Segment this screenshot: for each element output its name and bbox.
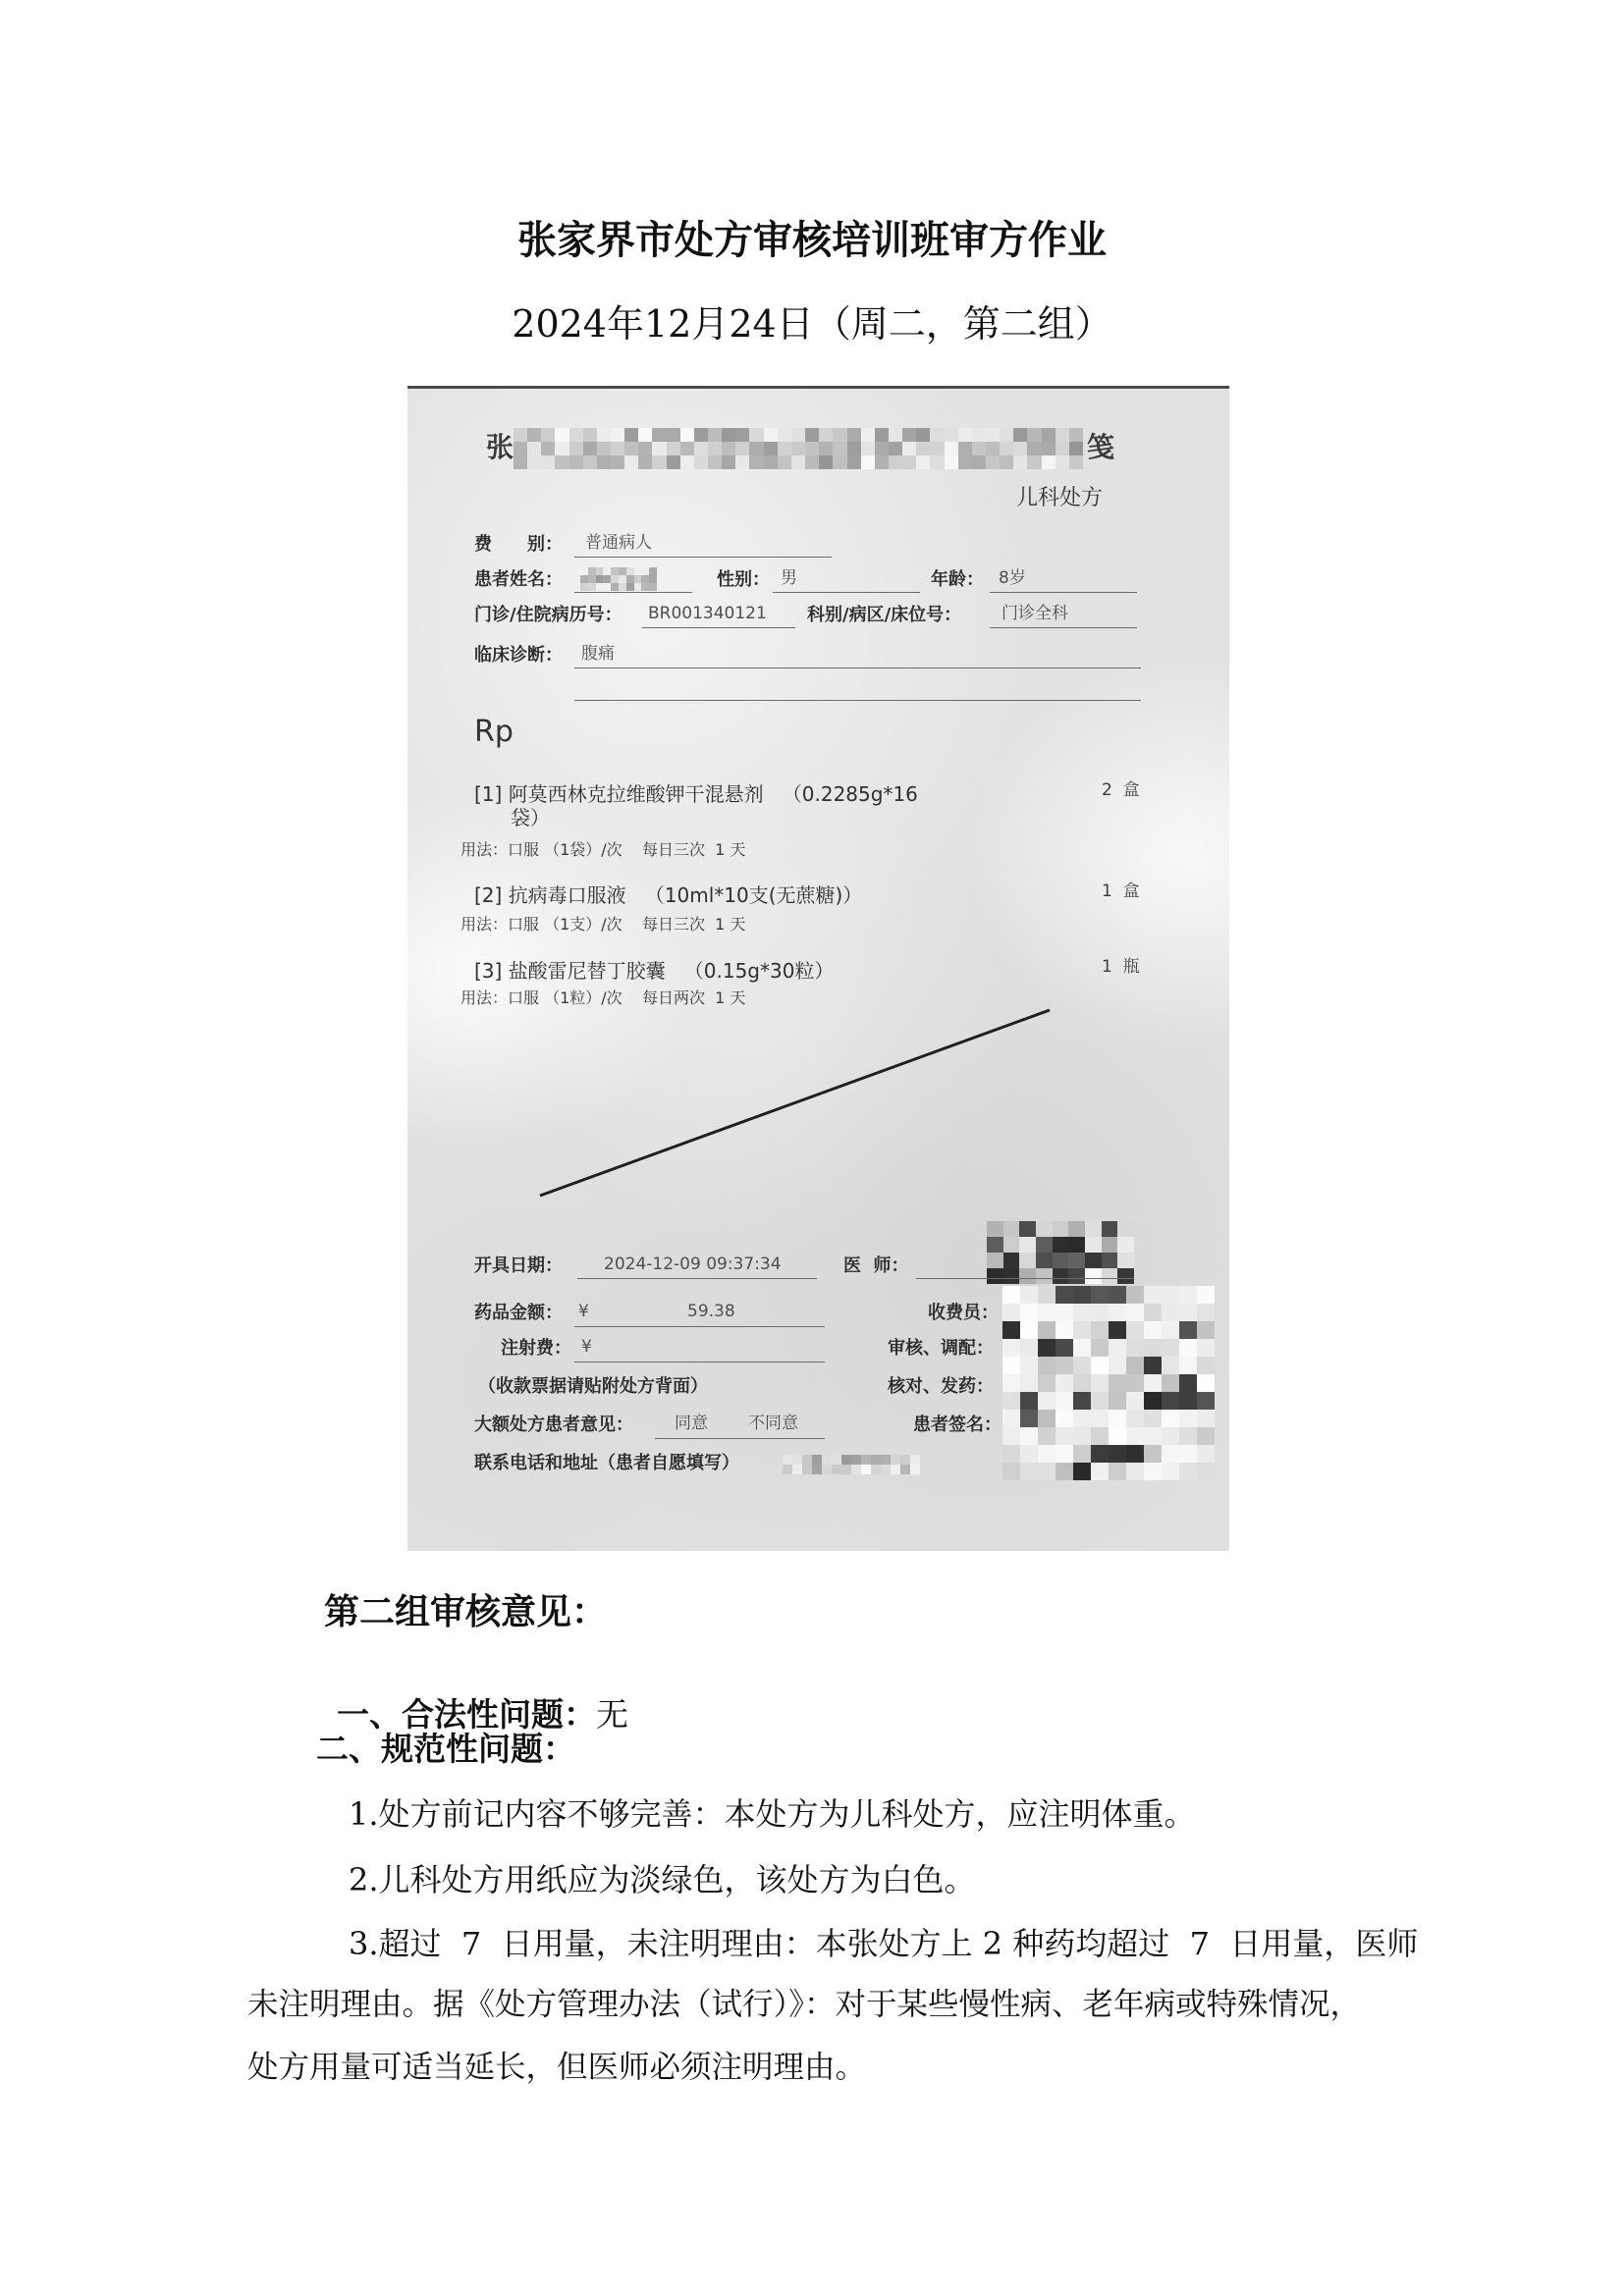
mosaic-cell [1002,1427,1020,1445]
mosaic-cell [1073,1427,1091,1445]
mosaic-cell [1162,1357,1179,1374]
mosaic-cell [1038,1374,1056,1392]
mosaic-cell [1002,1286,1020,1304]
mosaic-cell [1109,1374,1126,1392]
mosaic-cell [1109,1321,1126,1339]
mosaic-cell [1091,1392,1109,1410]
mosaic-cell [1038,1357,1056,1374]
mosaic-cell [861,1455,871,1465]
mosaic-cell [1109,1286,1126,1304]
mosaic-cell [1038,1321,1056,1339]
mosaic-cell [1162,1392,1179,1410]
mosaic-cell [1126,1357,1144,1374]
mosaic-cell [812,1465,822,1474]
prescription-header-right: 笺 [1087,431,1115,463]
drug-usage: 用法：口服 （1支）/次 每日三次 1 天 [460,915,746,934]
disagree-option: 不同意 [748,1414,798,1433]
mosaic-cell [1020,1463,1038,1480]
mosaic-cell [1002,1392,1020,1410]
mosaic-cell [1091,1410,1109,1427]
doctor-label: 医 师： [843,1255,909,1276]
mosaic-cell [900,1455,910,1465]
review-item-3-line: 处方用量可适当延长，但医师必须注明理由。 [247,2050,867,2085]
mosaic-cell [1056,1339,1073,1357]
mosaic-cell [1068,1221,1085,1237]
drug-quantity: 2 盒 [1102,780,1140,800]
mosaic-cell [1109,1357,1126,1374]
mosaic-cell [861,1465,871,1474]
mosaic-cell [822,1465,832,1474]
mosaic-cell [1091,1463,1109,1480]
mosaic-cell [910,1455,920,1465]
mosaic-cell [1179,1321,1197,1339]
mosaic-cell [1085,1253,1102,1268]
mosaic-cell [1091,1427,1109,1445]
mosaic-cell [1002,1304,1020,1321]
prescription-category: 儿科处方 [1016,486,1104,510]
mosaic-cell [1197,1286,1215,1304]
mosaic-cell [1019,1237,1036,1253]
mosaic-cell [891,1455,900,1465]
mosaic-cell [1068,1253,1085,1268]
mosaic-cell [1019,1268,1036,1284]
mosaic-cell [1144,1427,1162,1445]
agree-option: 同意 [675,1414,708,1433]
mosaic-cell [1038,1286,1056,1304]
mosaic-cell [1073,1339,1091,1357]
mosaic-cell [1073,1304,1091,1321]
mosaic-cell [1109,1445,1126,1463]
mosaic-cell [1162,1427,1179,1445]
review-item-2: 2.儿科处方用纸应为淡绿色，该处方为白色。 [349,1861,976,1898]
mosaic-cell [1085,1237,1102,1253]
mosaic-cell [1179,1427,1197,1445]
mosaic-cell [1126,1427,1144,1445]
diagnosis-value: 腹痛 [581,644,615,664]
issue-date-label: 开具日期： [474,1255,563,1276]
record-no-value: BR001340121 [648,604,767,623]
mosaic-cell [1019,1253,1036,1268]
mosaic-cell [832,1455,841,1465]
review-item-3-line: 3.超过 7 日用量，未注明理由：本张处方上 2 种药均超过 7 日用量，医师 [349,1925,1419,1962]
mosaic-cell [1117,1237,1134,1253]
receipt-note: （收款票据请贴附处方背面） [478,1376,708,1397]
mosaic-cell [1109,1410,1126,1427]
document-title: 张家界市处方审核培训班审方作业 [517,217,1107,263]
mosaic-cell [1036,1253,1053,1268]
mosaic-cell [1036,1221,1053,1237]
department-value: 门诊全科 [1001,604,1068,623]
mosaic-cell [1179,1410,1197,1427]
mosaic-cell [1179,1392,1197,1410]
patient-signature-label: 患者签名： [913,1415,1001,1435]
department-label: 科别/病区/床位号： [807,605,962,625]
mosaic-cell [1020,1357,1038,1374]
mosaic-cell [1197,1304,1215,1321]
mosaic-cell [1179,1374,1197,1392]
mosaic-cell [910,1465,920,1474]
mosaic-cell [1197,1445,1215,1463]
drug-amount-label: 药品金额： [474,1303,563,1323]
diagonal-stroke [540,1010,1050,1196]
mosaic-cell [1144,1286,1162,1304]
mosaic-cell [1020,1374,1038,1392]
drug-name-continued: 袋） [511,806,550,829]
mosaic-cell [1073,1463,1091,1480]
mosaic-cell [1126,1392,1144,1410]
rp-symbol: Rp [474,715,514,749]
mosaic-cell [1038,1463,1056,1480]
mosaic-cell [1053,1221,1069,1237]
mosaic-cell [1109,1304,1126,1321]
check-dispense-label: 核对、发药： [888,1376,994,1397]
mosaic-cell [1056,1427,1073,1445]
mosaic-cell [1073,1410,1091,1427]
mosaic-cell [891,1465,900,1474]
mosaic-cell [1053,1237,1069,1253]
mosaic-cell [1073,1321,1091,1339]
mosaic-cell [1002,1321,1020,1339]
mosaic-cell [900,1465,910,1474]
mosaic-cell [1162,1339,1179,1357]
patient-name-label: 患者姓名： [474,569,563,590]
mosaic-cell [1020,1304,1038,1321]
mosaic-cell [1179,1304,1197,1321]
review-dispense-label: 审核、调配： [888,1338,994,1359]
mosaic-cell [1126,1339,1144,1357]
mosaic-cell [1073,1445,1091,1463]
mosaic-cell [1102,1221,1118,1237]
mosaic-cell [1038,1304,1056,1321]
mosaic-cell [1056,1463,1073,1480]
large-prescription-label: 大额处方患者意见： [474,1415,633,1435]
mosaic-cell [987,1253,1003,1268]
review-item-1: 1.处方前记内容不够完善：本处方为儿科处方，应注明体重。 [349,1795,1196,1833]
mosaic-cell [1056,1304,1073,1321]
mosaic-cell [1109,1427,1126,1445]
mosaic-cell [1056,1357,1073,1374]
mosaic-cell [1091,1445,1109,1463]
mosaic-cell [1162,1374,1179,1392]
mosaic-cell [1020,1286,1038,1304]
mosaic-cell [1056,1445,1073,1463]
standard-label: 二、规范性问题： [316,1730,575,1768]
underline [577,1278,817,1279]
mosaic-cell [1144,1321,1162,1339]
mosaic-cell [1068,1268,1085,1284]
drug-quantity: 1 瓶 [1102,957,1140,977]
mosaic-cell [1109,1392,1126,1410]
mosaic-cell [1091,1357,1109,1374]
drug-amount-currency: ¥ [578,1302,589,1321]
age-label: 年龄： [931,569,984,590]
mosaic-cell [1144,1357,1162,1374]
redacted-mosaic [987,1221,1134,1284]
mosaic-cell [1020,1445,1038,1463]
mosaic-cell [1038,1392,1056,1410]
drug-usage: 用法：口服 （1袋）/次 每日三次 1 天 [460,840,746,859]
mosaic-cell [881,1455,891,1465]
mosaic-cell [1036,1268,1053,1284]
mosaic-cell [1117,1221,1134,1237]
mosaic-cell [1003,1237,1020,1253]
injection-fee-currency: ¥ [581,1337,592,1357]
mosaic-cell [1126,1374,1144,1392]
mosaic-cell [822,1455,832,1465]
mosaic-cell [851,1455,861,1465]
legality-label: 一、合法性问题： [336,1695,596,1734]
mosaic-cell [1144,1392,1162,1410]
mosaic-cell [1144,1410,1162,1427]
mosaic-cell [802,1455,812,1465]
mosaic-cell [1073,1392,1091,1410]
mosaic-cell [1197,1357,1215,1374]
cashier-label: 收费员： [928,1303,999,1323]
mosaic-cell [1056,1392,1073,1410]
mosaic-cell [792,1465,802,1474]
mosaic-cell [1003,1221,1020,1237]
mosaic-cell [1197,1339,1215,1357]
mosaic-cell [987,1268,1003,1284]
mosaic-cell [1117,1253,1134,1268]
mosaic-cell [1053,1253,1069,1268]
drug-name: [1] 阿莫西林克拉维酸钾干混悬剂 （0.2285g*16 [474,782,918,806]
mosaic-cell [832,1465,841,1474]
mosaic-cell [1197,1321,1215,1339]
mosaic-cell [1162,1463,1179,1480]
mosaic-cell [1162,1286,1179,1304]
review-item-3-line: 未注明理由。据《处方管理办法（试行）》：对于某些慢性病、老年病或特殊情况， [247,1987,1362,2022]
prescription-photo [407,386,1229,1551]
drug-amount-value: 59.38 [687,1302,735,1321]
injection-fee-label: 注射费： [501,1338,571,1359]
mosaic-cell [802,1465,812,1474]
mosaic-cell [987,1237,1003,1253]
mosaic-cell [1020,1321,1038,1339]
prescription-header-left: 张 [486,431,514,463]
mosaic-cell [871,1465,881,1474]
mosaic-cell [1002,1445,1020,1463]
mosaic-cell [812,1455,822,1465]
mosaic-cell [792,1455,802,1465]
review-heading: 第二组审核意见： [324,1591,608,1632]
mosaic-cell [1002,1374,1020,1392]
mosaic-cell [1056,1321,1073,1339]
fee-type-label: 费 别： [474,534,563,555]
mosaic-cell [1073,1357,1091,1374]
mosaic-cell [1179,1357,1197,1374]
mosaic-cell [1102,1253,1118,1268]
mosaic-cell [1144,1304,1162,1321]
mosaic-cell [1109,1339,1126,1357]
mosaic-cell [1073,1374,1091,1392]
issue-date-value: 2024-12-09 09:37:34 [604,1255,782,1274]
drug-quantity: 1 盒 [1102,881,1140,901]
underline [655,1438,825,1439]
mosaic-cell [1126,1286,1144,1304]
mosaic-cell [1144,1463,1162,1480]
mosaic-cell [1162,1410,1179,1427]
mosaic-cell [1068,1237,1085,1253]
mosaic-cell [841,1465,851,1474]
mosaic-cell [1019,1221,1036,1237]
mosaic-cell [1091,1321,1109,1339]
underline [574,1326,825,1327]
mosaic-cell [1117,1268,1134,1284]
mosaic-cell [1038,1410,1056,1427]
contact-label: 联系电话和地址（患者自愿填写） [474,1453,739,1473]
mosaic-cell [783,1455,792,1465]
mosaic-cell [1038,1427,1056,1445]
mosaic-cell [1126,1410,1144,1427]
mosaic-cell [1036,1237,1053,1253]
drug-name: [3] 盐酸雷尼替丁胶囊 （0.15g*30粒） [474,959,835,983]
redacted-mosaic [1002,1286,1215,1480]
mosaic-cell [1179,1286,1197,1304]
mosaic-cell [1002,1339,1020,1357]
mosaic-cell [1073,1286,1091,1304]
mosaic-cell [1197,1427,1215,1445]
mosaic-cell [1038,1339,1056,1357]
mosaic-cell [1003,1268,1020,1284]
mosaic-cell [1162,1445,1179,1463]
document-subtitle: 2024年12月24日（周二，第二组） [512,302,1112,346]
mosaic-cell [1020,1427,1038,1445]
mosaic-cell [1020,1339,1038,1357]
mosaic-cell [1179,1339,1197,1357]
mosaic-cell [1085,1268,1102,1284]
mosaic-cell [1091,1374,1109,1392]
mosaic-cell [871,1455,881,1465]
mosaic-cell [1197,1392,1215,1410]
mosaic-cell [1102,1237,1118,1253]
mosaic-cell [783,1465,792,1474]
mosaic-cell [1179,1463,1197,1480]
mosaic-cell [1126,1463,1144,1480]
mosaic-cell [881,1465,891,1474]
mosaic-cell [1038,1445,1056,1463]
age-value: 8岁 [999,568,1026,588]
mosaic-cell [1091,1339,1109,1357]
mosaic-cell [987,1221,1003,1237]
mosaic-cell [1109,1463,1126,1480]
mosaic-cell [1179,1445,1197,1463]
mosaic-cell [1020,1392,1038,1410]
mosaic-cell [1197,1374,1215,1392]
underline [916,1278,1134,1279]
mosaic-cell [1056,1286,1073,1304]
drug-usage: 用法：口服 （1粒）/次 每日两次 1 天 [460,988,746,1007]
mosaic-cell [1144,1339,1162,1357]
mosaic-cell [1197,1410,1215,1427]
mosaic-cell [851,1465,861,1474]
mosaic-cell [1020,1410,1038,1427]
redacted-mosaic [783,1455,920,1474]
fee-type-value: 普通病人 [585,533,652,553]
mosaic-cell [1162,1321,1179,1339]
mosaic-cell [1126,1304,1144,1321]
record-no-label: 门诊/住院病历号： [474,605,623,625]
mosaic-cell [1091,1304,1109,1321]
diagnosis-label: 临床诊断： [474,645,563,666]
mosaic-cell [1144,1445,1162,1463]
gender-value: 男 [781,568,797,588]
mosaic-cell [1197,1463,1215,1480]
mosaic-cell [1002,1357,1020,1374]
mosaic-cell [1002,1410,1020,1427]
legality-value: 无 [595,1695,628,1734]
mosaic-cell [1085,1221,1102,1237]
mosaic-cell [1002,1463,1020,1480]
gender-label: 性别： [717,569,770,590]
mosaic-cell [841,1455,851,1465]
drug-name: [2] 抗病毒口服液 （10ml*10支(无蔗糖)） [474,883,863,907]
mosaic-cell [1126,1321,1144,1339]
legality-row [316,1666,628,1734]
mosaic-cell [1144,1374,1162,1392]
mosaic-cell [1126,1445,1144,1463]
mosaic-cell [1091,1286,1109,1304]
mosaic-cell [1162,1304,1179,1321]
mosaic-cell [1003,1253,1020,1268]
mosaic-cell [1056,1410,1073,1427]
mosaic-cell [1053,1268,1069,1284]
mosaic-cell [1056,1374,1073,1392]
mosaic-cell [1102,1268,1118,1284]
